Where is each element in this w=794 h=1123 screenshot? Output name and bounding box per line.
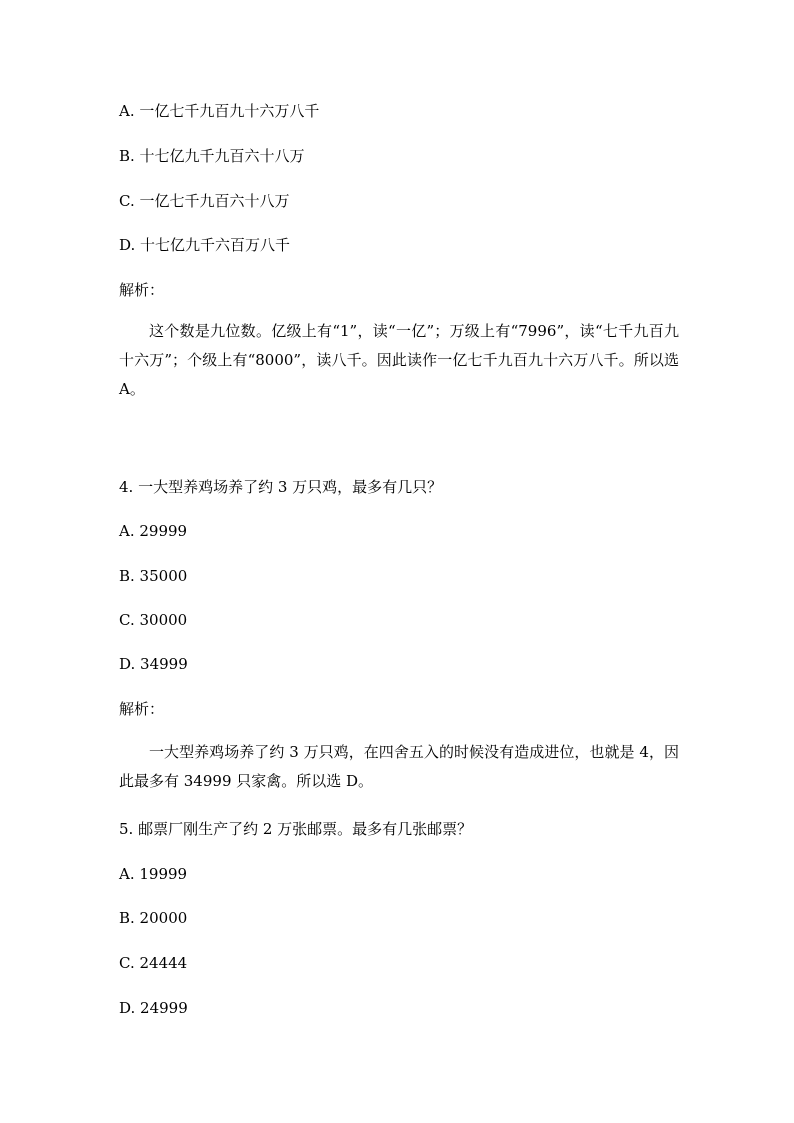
- q5-option-d: D. 24999: [119, 999, 188, 1017]
- q5-option-a: A. 19999: [119, 865, 188, 883]
- q3-option-d: D. 十七亿九千六百万八千: [119, 236, 291, 254]
- q3-option-a: A. 一亿七千九百九十六万八千: [119, 102, 320, 120]
- q3-analysis-label: 解析：: [119, 281, 165, 299]
- q4-option-d: D. 34999: [119, 655, 188, 673]
- q4-analysis-label: 解析：: [119, 700, 165, 718]
- q4-option-a: A. 29999: [119, 522, 188, 540]
- q4-option-c: C. 30000: [119, 611, 188, 629]
- q3-option-c: C. 一亿七千九百六十八万: [119, 192, 290, 210]
- q4-analysis-text: 一大型养鸡场养了约 3 万只鸡，在四舍五入的时候没有造成进位，也就是 4，因此最多有 34999 只家禽。所以选 D。: [119, 743, 679, 790]
- q5-option-b: B. 20000: [119, 909, 188, 927]
- q3-analysis-text: 这个数是九位数。亿级上有“1”，读“一亿”；万级上有“7996”，读“七千九百九十六万”；个级上有“8000”，读八千。因此读作一亿七千九百九十六万八千。所以选 A。: [119, 322, 679, 398]
- q5-option-c: C. 24444: [119, 954, 188, 972]
- q3-option-b: B. 十七亿九千九百六十八万: [119, 147, 305, 165]
- q4-question: 4. 一大型养鸡场养了约 3 万只鸡，最多有几只？: [119, 478, 443, 496]
- q4-option-b: B. 35000: [119, 567, 188, 585]
- q5-question: 5. 邮票厂刚生产了约 2 万张邮票。最多有几张邮票？: [119, 820, 473, 838]
